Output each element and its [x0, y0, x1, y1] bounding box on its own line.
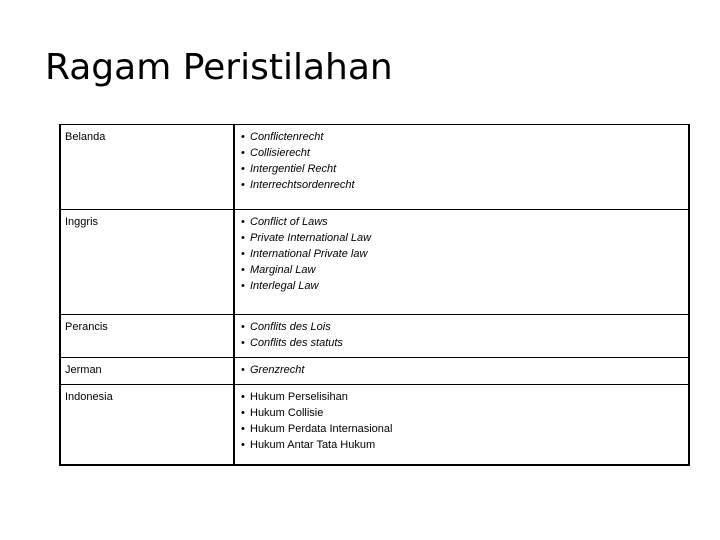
term-item	[241, 177, 684, 193]
term-list	[239, 362, 684, 378]
term-item	[241, 405, 684, 421]
term-item	[241, 319, 684, 335]
term-text: Conflict of Laws	[250, 216, 328, 228]
terms-cell	[234, 385, 688, 465]
term-text: Private International Law	[250, 232, 372, 244]
country-cell: Inggris	[61, 210, 234, 315]
terms-cell	[234, 315, 688, 358]
term-text: Conflits des statuts	[250, 337, 343, 349]
term-item	[241, 262, 684, 278]
bullet-icon: •	[241, 216, 245, 228]
country-cell: Jerman	[61, 358, 234, 385]
term-list	[239, 319, 684, 351]
term-item	[241, 161, 684, 177]
country-cell: Indonesia	[61, 385, 234, 465]
bullet-icon: •	[241, 337, 245, 349]
bullet-icon: •	[241, 439, 245, 451]
bullet-icon: •	[241, 280, 245, 292]
bullet-icon: •	[241, 163, 245, 175]
terms-cell	[234, 125, 688, 210]
bullet-icon: •	[241, 147, 245, 159]
term-list	[239, 214, 684, 294]
term-item	[241, 437, 684, 453]
bullet-icon: •	[241, 423, 245, 435]
term-item	[241, 214, 684, 230]
term-item	[241, 129, 684, 145]
term-text: Grenzrecht	[250, 364, 305, 376]
term-item	[241, 335, 684, 351]
terminology-table-grid	[61, 125, 688, 464]
bullet-icon: •	[241, 264, 245, 276]
table-row-jerman	[61, 358, 688, 385]
terminology-table	[59, 124, 690, 466]
term-list	[239, 129, 684, 193]
term-item	[241, 389, 684, 405]
terms-cell	[234, 210, 688, 315]
bullet-icon: •	[241, 232, 245, 244]
bullet-icon: •	[241, 248, 245, 260]
term-text: Hukum Collisie	[250, 407, 324, 419]
term-text: Interrechtsordenrecht	[250, 179, 355, 191]
term-text: Marginal Law	[250, 264, 316, 276]
term-item	[241, 278, 684, 294]
term-item	[241, 230, 684, 246]
term-item	[241, 246, 684, 262]
term-text: Interlegal Law	[250, 280, 319, 292]
term-item	[241, 362, 684, 378]
term-text: Hukum Perdata Internasional	[250, 423, 393, 435]
bullet-icon: •	[241, 364, 245, 376]
table-row-perancis	[61, 315, 688, 358]
term-text: Intergentiel Recht	[250, 163, 337, 175]
country-cell: Perancis	[61, 315, 234, 358]
table-row-belanda	[61, 125, 688, 210]
table-row-inggris	[61, 210, 688, 315]
terms-cell	[234, 358, 688, 385]
term-list	[239, 389, 684, 453]
bullet-icon: •	[241, 179, 245, 191]
term-item	[241, 421, 684, 437]
bullet-icon: •	[241, 407, 245, 419]
slide-title: Ragam Peristilahan	[45, 47, 393, 88]
bullet-icon: •	[241, 131, 245, 143]
term-text: Collisierecht	[250, 147, 310, 159]
term-item	[241, 145, 684, 161]
bullet-icon: •	[241, 321, 245, 333]
term-text: Hukum Antar Tata Hukum	[250, 439, 376, 451]
country-cell: Belanda	[61, 125, 234, 210]
term-text: Conflits des Lois	[250, 321, 331, 333]
table-row-indonesia	[61, 385, 688, 465]
term-text: Hukum Perselisihan	[250, 391, 348, 403]
term-text: International Private law	[250, 248, 368, 260]
term-text: Conflictenrecht	[250, 131, 324, 143]
bullet-icon: •	[241, 391, 245, 403]
